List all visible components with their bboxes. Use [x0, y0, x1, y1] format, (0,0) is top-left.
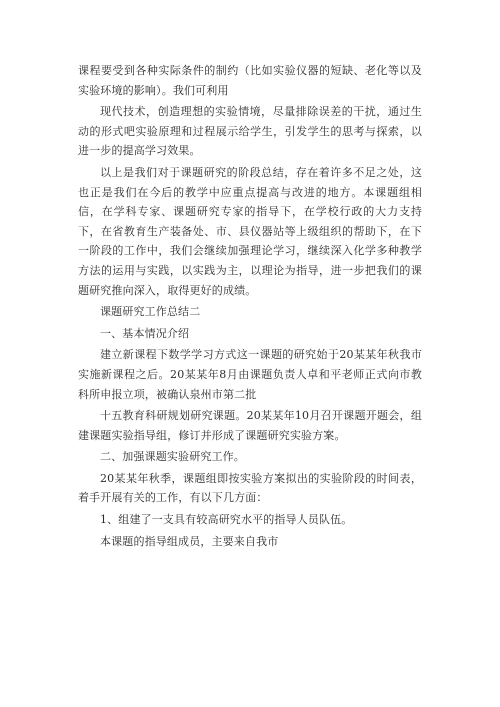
paragraph-3: 以上是我们对于课题研究的阶段总结，存在着许多不足之处，这也正是我们在今后的教学中应重点提高与改进的地方。本课题组相信，在学科专家、课题研究专家的指导下，在学校行政的大力支持下，在省教育生产装备处、市、县仪器站等上级组织的帮助下，在下一阶段的工作中，我们会继续加强理论学习，继续深入化学多种教学方法的运用与实践，以实践为主，以理论为指导，进一步把我们的课题研究推向深入，取得更好的成绩。: [78, 165, 422, 297]
paragraph-10: 1、组建了一支具有较高研究水平的指导人员队伍。: [100, 513, 353, 527]
paragraph-1: 课程要受到各种实际条件的制约（比如实验仪器的短缺、老化等以及实验环境的影响）。我们可利用: [78, 64, 422, 97]
section-heading-strengthen: 二、加强课题实验研究工作。: [100, 450, 245, 464]
paragraph-9: 20某某年秋季，课题组即按实验方案拟出的实验阶段的时间表，着手开展有关的工作，有以下几方面：: [78, 471, 422, 505]
paragraph-7: 十五教育科研规划研究课题。20某某年10月召开课题开题会，组建课题实验指导组，修订并形成了课题研究实验方案。: [78, 409, 422, 442]
section-heading-summary-two: 课题研究工作总结二: [100, 305, 201, 319]
document-body: [78, 61, 422, 551]
section-heading-basic-info: 一、基本情况介绍: [100, 326, 190, 340]
paragraph-11: 本课题的指导组成员，主要来自我市: [100, 534, 279, 548]
paragraph-2: 现代技术，创造理想的实验情境，尽量排除误差的干扰，通过生动的形式吧实验原理和过程展示给学生，引发学生的思考与探索，以进一步的提高学习效果。: [78, 105, 422, 158]
paragraph-6: 建立新课程下数学学习方式这一课题的研究始于20某某年秋我市实施新课程之后。20某某年8月由课题负责人卓和平老师正式向市教科所申报立项，被确认泉州市第二批: [78, 348, 422, 401]
